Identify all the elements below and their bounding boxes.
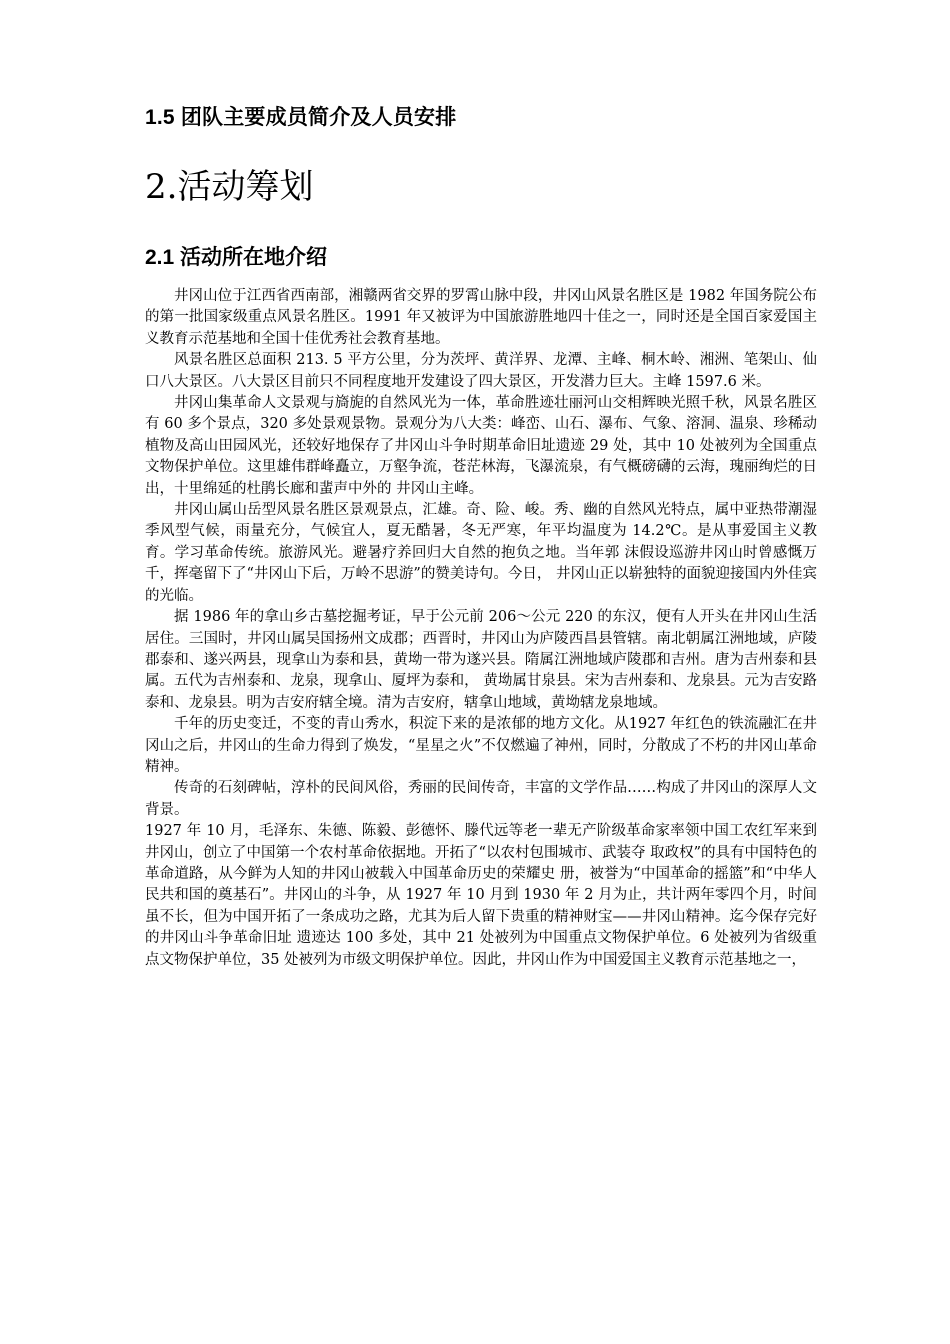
- section-heading-2-1: 2.1 活动所在地介绍: [145, 246, 328, 269]
- paragraph-area: 风景名胜区总面积 213. 5 平方公里，分为茨坪、黄洋界、龙潭、主峰、桐木岭、湘洲、笔架山、仙口八大景区。八大景区目前只不同程度地开发建设了四大景区，开发潜力巨大。主峰 1597.6 米。: [145, 352, 817, 390]
- paragraph-climate: 井冈山属山岳型风景名胜区景观景点，汇雄。奇、险、峻。秀、幽的自然风光特点，属中亚热带潮湿季风型气候，雨量充分，气候宜人，夏无酷暑，冬无严寒，年平均温度为 14.2℃。是从事爱国主义教育。学习革命传统。旅游风光。避暑疗养回归大自然的抱负之地。当年郭 沫假设巡游井冈山时曾感慨万千，挥毫留下了“井冈山下后，万岭不思游”的赞美诗句。今日， 井冈山正以崭独特的面貌迎接国内外佳宾的光临。: [145, 502, 817, 604]
- chapter-heading-2: 2.活动筹划: [145, 167, 314, 207]
- paragraph-landscape: 井冈山集革命人文景观与旖旎的自然风光为一体，革命胜迹壮丽河山交相辉映光照千秋，风景名胜区有 60 多个景点，320 多处景观景物。景观分为八大类：峰峦、山石、瀑布、气象、溶洞、温泉、珍稀动植物及高山田园风光，还较好地保存了井冈山斗争时期革命旧址遗迹 29 处，其中 10 处被列为全国重点文物保护单位。这里雄伟群峰矗立，万壑争流，苍茫林海，飞瀑流泉，有气概磅礴的云海，瑰丽绚烂的日出，十里绵延的杜鹃长廊和蜚声中外的 井冈山主峰。: [145, 395, 817, 497]
- document-page: [145, 100, 817, 971]
- paragraph-history: 据 1986 年的拿山乡古墓挖掘考证，早于公元前 206～公元 220 的东汉，便有人开头在井冈山生活居住。三国时，井冈山属吴国扬州文成郡；西晋时，井冈山为庐陵西昌县管辖。南北朝属江洲地域，庐陵郡泰和、遂兴两县，现拿山为泰和县，黄坳一带为遂兴县。隋属江洲地域庐陵郡和吉州。唐为吉州泰和县属。五代为吉州泰和、龙泉，现拿山、厦坪为泰和， 黄坳属甘泉县。宋为吉州泰和、龙泉县。元为吉安路泰和、龙泉县。明为吉安府辖全境。清为吉安府，辖拿山地域，黄坳辖龙泉地域。: [145, 609, 817, 711]
- paragraph-location: 井冈山位于江西省西南部，湘赣两省交界的罗霄山脉中段，井冈山风景名胜区是 1982 年国务院公布的第一批国家级重点风景名胜区。1991 年又被评为中国旅游胜地四十佳之一，同时还是全国百家爱国主义教育示范基地和全国十佳优秀社会教育基地。: [145, 288, 817, 347]
- paragraph-culture: 千年的历史变迁，不变的青山秀水，积淀下来的是浓郁的地方文化。从1927 年红色的铁流融汇在井冈山之后，井冈山的生命力得到了焕发，“星星之火”不仅燃遍了神州，同时，分散成了不朽的井冈山革命精神。: [145, 716, 817, 775]
- paragraph-revolution: 1927 年 10 月，毛泽东、朱德、陈毅、彭德怀、滕代远等老一辈无产阶级革命家率领中国工农红军来到井冈山，创立了中国第一个农村革命依据地。开拓了“以农村包围城市、武装夺 取政权”的具有中国特色的革命道路，从今鲜为人知的井冈山被载入中国革命历史的荣耀史 册，被誉为“中国革命的摇篮”和“中华人民共和国的奠基石”。井冈山的斗争，从 1927 年 10 月到 1930 年 2 月为止，共计两年零四个月，时间虽不长，但为中国开拓了一条成功之路，尤其为后人留下贵重的精神财宝——井冈山精神。迄今保存完好的井冈山斗争革命旧址 遗迹达 100 多处，其中 21 处被列为中国重点文物保护单位。6 处被列为省级重点文物保护单位，35 处被列为市级文明保护单位。因此，井冈山作为中国爱国主义教育示范基地之一，: [145, 823, 817, 968]
- body-text: [145, 286, 817, 971]
- section-heading-1-5: 1.5 团队主要成员简介及人员安排: [145, 106, 457, 129]
- paragraph-legends: 传奇的石刻碑帖，淳朴的民间风俗，秀丽的民间传奇，丰富的文学作品……构成了井冈山的深厚人文背景。: [145, 780, 817, 818]
